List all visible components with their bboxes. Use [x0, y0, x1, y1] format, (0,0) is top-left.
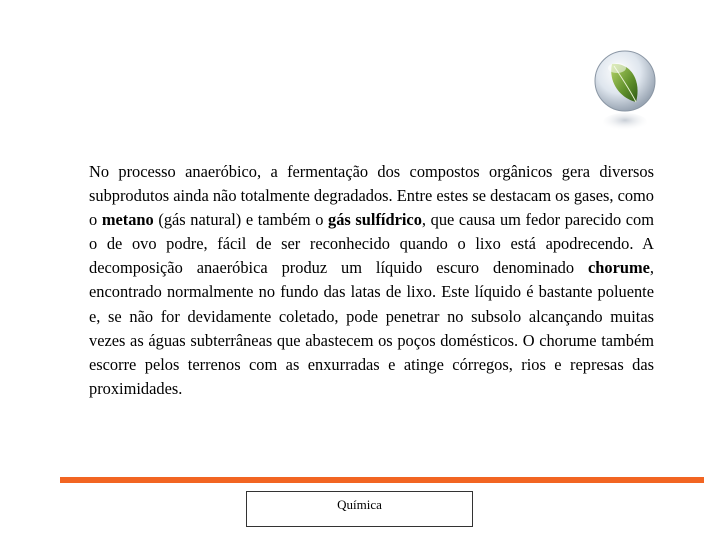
leaf-globe-icon: [590, 46, 660, 136]
paragraph-text-1: No processo anaeróbico, a fermentação dos compostos orgânicos gera diversos subprodutos ainda não totalmente degradados. Entre estes se destacam os gases, como o: [89, 162, 654, 230]
term-chorume: chorume: [587, 258, 650, 278]
footer-label: Química: [337, 497, 382, 512]
paragraph-text-4: , encontrado normalmente no fundo das latas de lixo. Este líquido é bastante poluente e, se não for devidamente coletado, pode penetrar no subsolo alcançando muitas vezes as águas subterrâneas que abastecem os poços domésticos. O chorume também escorre pelos terrenos com as enxurradas e atinge córregos, rios e represas das proximidades.: [89, 258, 654, 398]
paragraph-text-3: , que causa um fedor parecido com o de ovo podre, fácil de ser reconhecido quando o lixo está apodrecendo. A decomposição anaeróbica produz um líquido escuro denominado: [89, 210, 654, 278]
term-metano: metano: [101, 210, 154, 230]
term-gas-sulfidrico: gás sulfídrico: [328, 210, 422, 230]
footer-divider-bar: [60, 477, 704, 483]
paragraph-text-2: (gás natural) e também o: [153, 210, 329, 230]
main-paragraph: [89, 160, 654, 401]
footer-box: [246, 491, 473, 527]
